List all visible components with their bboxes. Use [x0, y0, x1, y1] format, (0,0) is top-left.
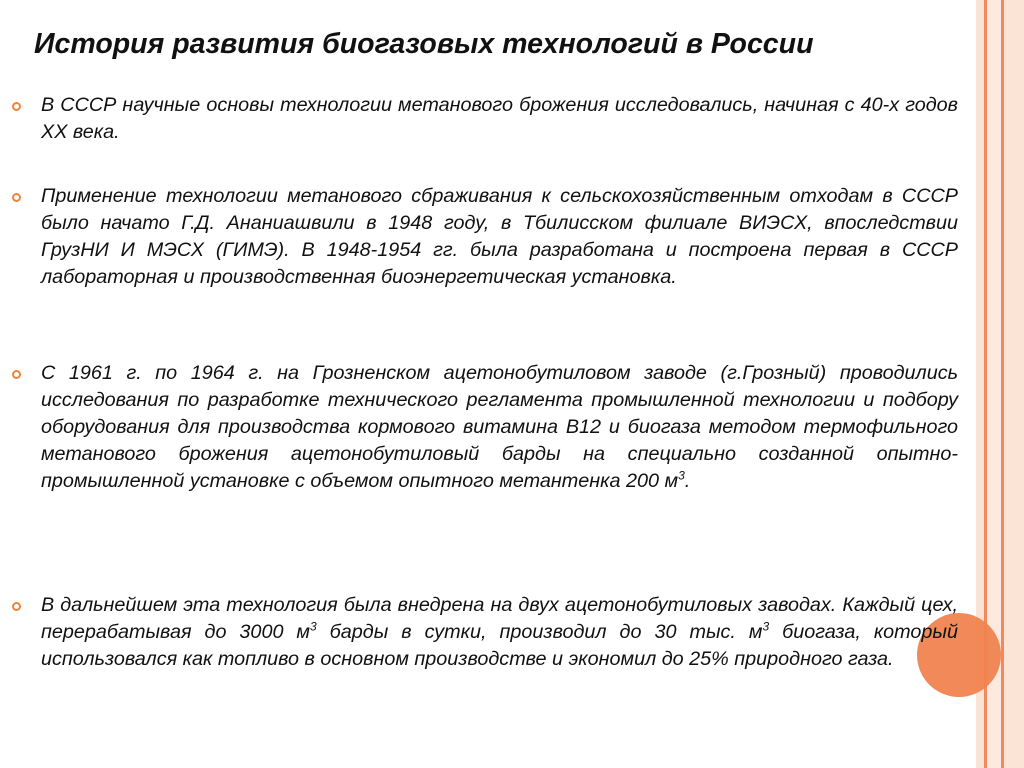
paragraph-span: .: [684, 470, 691, 492]
bullet-ring-icon: [12, 193, 21, 202]
paragraph-text: [41, 360, 958, 495]
superscript: 3: [310, 619, 317, 634]
paragraph-text: [41, 92, 958, 146]
superscript: 3: [762, 619, 770, 634]
paragraph-span: В дальнейшем эта технология была внедрена на двух ацетонобутиловых заводах. Каждый цех, перерабатывая до 3000 м: [41, 594, 958, 643]
paragraph-span: биогаза, который использовался как топливо в основном производстве и экономил до 25% природного газа.: [41, 621, 958, 670]
bullet-ring-icon: [12, 602, 21, 611]
bullet-ring-icon: [12, 102, 21, 111]
paragraph-span: С 1961 г. по 1964 г. на Грозненском ацетонобутиловом заводе (г.Грозный) проводились исследования по разработке технического регламента промышленной технологии и подбору оборудования для производства кормового витамина В12 и биогаза методом термофильного метанового брожения ацетонобутиловый барды на специально созданной опытно-промышленной установке с объемом опытного метантенка 200 м: [41, 362, 958, 492]
paragraph-text: [41, 592, 958, 673]
bullet-ring-icon: [12, 370, 21, 379]
paragraph-text: [41, 183, 958, 291]
stripe: [1004, 0, 1024, 768]
slide-title: История развития биогазовых технологий в России: [34, 28, 814, 60]
superscript: 3: [678, 468, 685, 483]
paragraph-span: Применение технологии метанового сбраживания к сельскохозяйственным отходам в СССР было начато Г.Д. Ананиашвили в 1948 году, в Тбилисском филиале ВИЭСХ, впоследствии ГрузНИ И МЭСХ (ГИМЭ). В 1948-1954 гг. была разработана и построена первая в СССР лабораторная и производственная биоэнергетическая установка.: [41, 185, 958, 288]
paragraph-span: В СССР научные основы технологии метанового брожения исследовались, начиная с 40-х годов XX века.: [41, 94, 958, 143]
paragraph-span: барды в сутки, производил до 30 тыс. м: [316, 621, 763, 643]
